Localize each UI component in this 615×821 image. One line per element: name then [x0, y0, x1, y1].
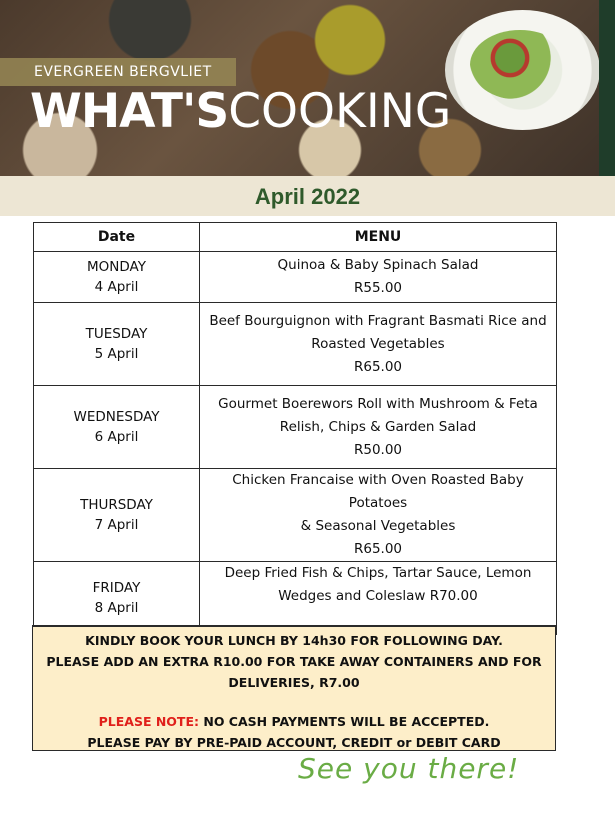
meal-cell: [200, 386, 557, 469]
table-row-tuesday: [34, 303, 557, 386]
title-light-part: COOKING: [228, 84, 452, 139]
title-bold-part: WHAT'S: [30, 84, 229, 139]
table-row-wednesday: [34, 386, 557, 469]
payment-note: [33, 711, 555, 732]
whats-cooking-title: [30, 84, 451, 140]
notice-gap: [33, 693, 555, 711]
meal-cell: [200, 469, 557, 562]
brand-name: EVERGREEN BERGVLIET: [34, 64, 212, 80]
day-name: THURSDAY: [80, 497, 153, 513]
booking-notice: [32, 625, 556, 751]
day-name: MONDAY: [87, 259, 146, 275]
day-date: 7 April: [94, 517, 139, 533]
date-cell: [34, 303, 200, 386]
meal-line: Quinoa & Baby Spinach Salad: [277, 257, 479, 273]
day-date: 4 April: [94, 279, 139, 295]
meal-line: Chicken Francaise with Oven Roasted Baby Potatoes: [232, 472, 524, 511]
table-row-thursday: [34, 469, 557, 562]
note-text: NO CASH PAYMENTS WILL BE ACCEPTED.: [199, 714, 490, 729]
table-row-monday: [34, 252, 557, 303]
meal-line: Relish, Chips & Garden Salad: [279, 418, 477, 435]
meal-line: Gourmet Boerewors Roll with Mushroom & Feta: [218, 395, 538, 412]
table-row-friday: [34, 562, 557, 635]
menu-column-header: MENU: [200, 223, 557, 252]
signoff-text: See you there!: [298, 752, 520, 785]
date-cell: [34, 386, 200, 469]
header-food-banner: [0, 0, 615, 176]
date-column-header: Date: [34, 223, 200, 252]
notice-line: PLEASE ADD AN EXTRA R10.00 FOR TAKE AWAY CONTAINERS AND FOR: [46, 654, 542, 669]
meal-cell: [200, 252, 557, 303]
day-name: TUESDAY: [85, 326, 148, 342]
meal-price: R65.00: [353, 541, 403, 557]
salad-image: [470, 30, 570, 100]
menu-table: [33, 222, 557, 635]
notice-line: DELIVERIES, R7.00: [228, 675, 360, 690]
note-label: PLEASE NOTE:: [98, 714, 199, 729]
month-title: April 2022: [254, 184, 361, 209]
meal-line: & Seasonal Vegetables: [300, 518, 456, 534]
meal-line: Wedges and Coleslaw R70.00: [278, 588, 478, 604]
date-cell: [34, 252, 200, 303]
header-edge-stripe: [599, 0, 615, 176]
day-name: FRIDAY: [92, 580, 141, 596]
day-date: 8 April: [94, 600, 139, 616]
meal-price: R65.00: [353, 358, 403, 375]
day-name: WEDNESDAY: [73, 409, 160, 425]
meal-line: Deep Fried Fish & Chips, Tartar Sauce, Lemon: [224, 565, 532, 581]
day-date: 6 April: [94, 429, 139, 445]
date-cell: [34, 469, 200, 562]
meal-price: R55.00: [353, 280, 403, 296]
day-date: 5 April: [94, 346, 139, 362]
table-header-row: [34, 223, 557, 252]
notice-line: KINDLY BOOK YOUR LUNCH BY 14h30 FOR FOLLOWING DAY.: [85, 633, 503, 648]
date-cell: [34, 562, 200, 635]
meal-price: R50.00: [353, 441, 403, 458]
meal-line: Roasted Vegetables: [311, 335, 445, 352]
meal-cell: [200, 303, 557, 386]
meal-cell: [200, 562, 557, 635]
meal-line: Beef Bourguignon with Fragrant Basmati Rice and: [209, 312, 547, 329]
notice-line: PLEASE PAY BY PRE-PAID ACCOUNT, CREDIT or DEBIT CARD: [87, 735, 501, 750]
